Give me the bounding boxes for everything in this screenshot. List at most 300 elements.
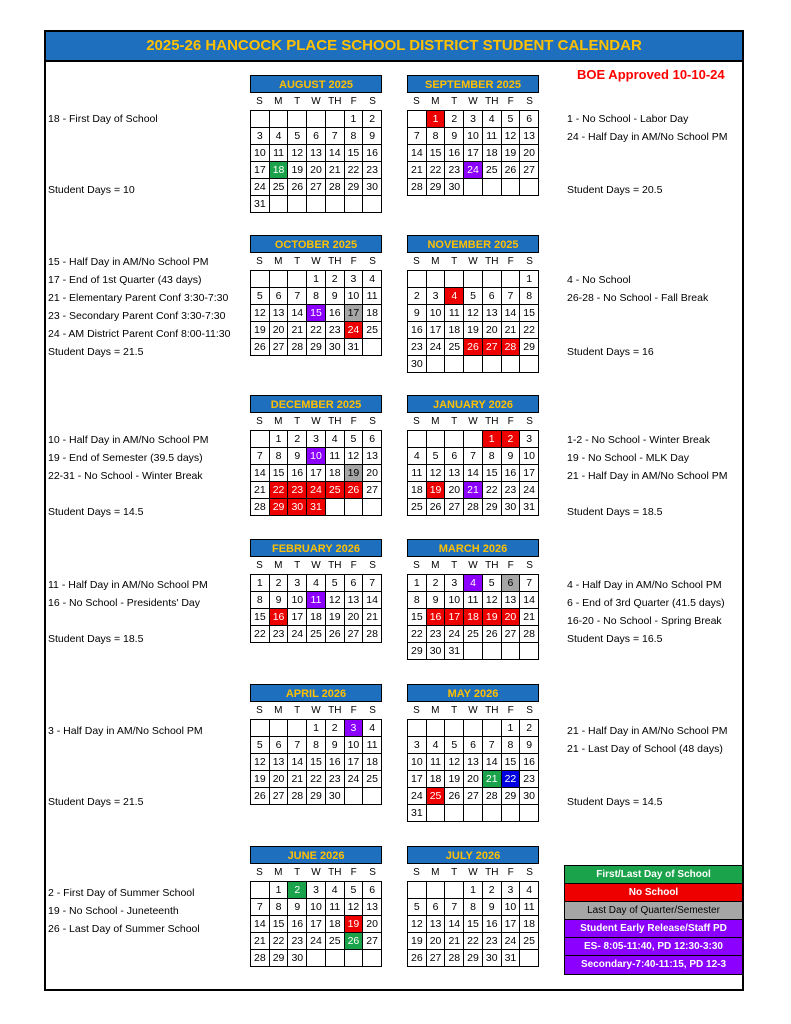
day-cell: 27 — [270, 788, 289, 805]
weekday-label: W — [468, 705, 478, 716]
day-cell: 24 — [345, 322, 364, 339]
day-cell: 13 — [363, 448, 382, 465]
month-title: JUNE 2026 — [250, 846, 382, 864]
day-grid — [407, 574, 539, 660]
day-cell: 3 — [464, 111, 483, 128]
weekday-label: W — [468, 256, 478, 267]
day-cell: 22 — [307, 322, 326, 339]
day-cell: 28 — [288, 788, 307, 805]
day-cell: 31 — [307, 499, 326, 516]
day-cell: 26 — [345, 482, 364, 499]
note-jun: 19 - No School - Juneteenth — [48, 905, 179, 917]
empty-cell — [288, 196, 307, 213]
day-cell: 31 — [502, 950, 521, 967]
weekday-header — [250, 864, 382, 881]
day-cell: 11 — [483, 128, 502, 145]
day-cell: 5 — [345, 431, 364, 448]
day-cell: 19 — [427, 482, 446, 499]
empty-cell — [445, 431, 464, 448]
day-cell: 16 — [288, 465, 307, 482]
day-cell: 25 — [270, 179, 289, 196]
day-cell: 13 — [464, 754, 483, 771]
day-cell: 9 — [408, 305, 427, 322]
day-cell: 18 — [408, 482, 427, 499]
note-feb: 16 - No School - Presidents' Day — [48, 597, 200, 609]
note-oct: 24 - AM District Parent Conf 8:00-11:30 — [48, 328, 231, 340]
weekday-header — [407, 864, 539, 881]
student-days-dec: Student Days = 14.5 — [48, 506, 144, 518]
empty-cell — [345, 499, 364, 516]
day-cell: 8 — [464, 899, 483, 916]
empty-cell — [345, 196, 364, 213]
day-cell: 19 — [345, 465, 364, 482]
weekday-label: F — [350, 256, 357, 267]
day-cell: 29 — [464, 950, 483, 967]
day-cell: 30 — [483, 950, 502, 967]
month-calendar — [407, 235, 539, 373]
day-cell: 31 — [445, 643, 464, 660]
day-cell: 27 — [345, 626, 364, 643]
empty-cell — [307, 950, 326, 967]
empty-cell — [326, 950, 345, 967]
weekday-label: F — [350, 416, 357, 427]
day-cell: 27 — [427, 950, 446, 967]
weekday-label: M — [274, 256, 283, 267]
weekday-label: S — [526, 96, 533, 107]
note-sep: 24 - Half Day in AM/No School PM — [567, 131, 728, 143]
day-cell: 7 — [326, 128, 345, 145]
day-cell: 7 — [288, 288, 307, 305]
note-jan: 21 - Half Day in AM/No School PM — [567, 470, 728, 482]
weekday-label: M — [274, 867, 283, 878]
empty-cell — [408, 882, 427, 899]
day-cell: 22 — [345, 162, 364, 179]
day-cell: 28 — [464, 499, 483, 516]
weekday-header — [407, 413, 539, 430]
empty-cell — [483, 271, 502, 288]
day-cell: 13 — [520, 128, 539, 145]
day-cell: 5 — [251, 737, 270, 754]
weekday-label: M — [274, 96, 283, 107]
day-cell: 14 — [483, 754, 502, 771]
page-title: 2025-26 HANCOCK PLACE SCHOOL DISTRICT STUDENT CALENDAR — [46, 32, 742, 62]
day-cell: 28 — [288, 339, 307, 356]
day-cell: 18 — [270, 162, 289, 179]
day-cell: 20 — [464, 771, 483, 788]
day-cell: 12 — [251, 305, 270, 322]
empty-cell — [464, 356, 483, 373]
weekday-label: F — [507, 705, 514, 716]
weekday-label: W — [468, 96, 478, 107]
day-cell: 23 — [520, 771, 539, 788]
day-cell: 1 — [483, 431, 502, 448]
weekday-label: S — [413, 867, 420, 878]
weekday-label: S — [369, 256, 376, 267]
weekday-label: S — [526, 867, 533, 878]
empty-cell — [483, 720, 502, 737]
day-cell: 4 — [326, 882, 345, 899]
empty-cell — [427, 805, 446, 822]
day-grid — [407, 430, 539, 516]
day-cell: 2 — [326, 720, 345, 737]
day-cell: 24 — [502, 933, 521, 950]
day-cell: 6 — [427, 899, 446, 916]
day-cell: 5 — [288, 128, 307, 145]
day-cell: 9 — [288, 448, 307, 465]
day-cell: 14 — [363, 592, 382, 609]
weekday-label: M — [431, 256, 440, 267]
day-cell: 18 — [326, 465, 345, 482]
weekday-label: S — [413, 96, 420, 107]
day-cell: 17 — [445, 609, 464, 626]
day-cell: 29 — [270, 950, 289, 967]
day-grid — [250, 719, 382, 805]
legend-first-last: First/Last Day of School — [565, 866, 742, 884]
approval-note: BOE Approved 10-10-24 — [577, 67, 725, 82]
weekday-label: T — [294, 96, 301, 107]
day-cell: 2 — [363, 111, 382, 128]
day-cell: 22 — [408, 626, 427, 643]
day-cell: 4 — [445, 288, 464, 305]
day-cell: 23 — [288, 933, 307, 950]
legend-es-times: ES- 8:05-11:40, PD 12:30-3:30 — [565, 938, 742, 956]
day-cell: 29 — [408, 643, 427, 660]
day-cell: 5 — [345, 882, 364, 899]
day-cell: 14 — [288, 754, 307, 771]
weekday-label: S — [369, 96, 376, 107]
day-cell: 5 — [251, 288, 270, 305]
weekday-label: W — [468, 416, 478, 427]
note-may: 21 - Last Day of School (48 days) — [567, 743, 723, 755]
empty-cell — [464, 179, 483, 196]
day-cell: 20 — [445, 482, 464, 499]
day-cell: 10 — [345, 737, 364, 754]
weekday-label: M — [431, 96, 440, 107]
weekday-label: T — [451, 416, 458, 427]
empty-cell — [251, 431, 270, 448]
empty-cell — [502, 643, 521, 660]
day-cell: 30 — [363, 179, 382, 196]
day-cell: 18 — [445, 322, 464, 339]
empty-cell — [326, 111, 345, 128]
weekday-label: TH — [485, 867, 499, 878]
empty-cell — [502, 356, 521, 373]
day-cell: 29 — [307, 339, 326, 356]
day-cell: 1 — [408, 575, 427, 592]
day-cell: 25 — [363, 771, 382, 788]
weekday-label: S — [526, 256, 533, 267]
day-cell: 19 — [251, 322, 270, 339]
day-cell: 1 — [307, 271, 326, 288]
note-feb: 11 - Half Day in AM/No School PM — [48, 579, 208, 591]
empty-cell — [307, 111, 326, 128]
day-cell: 14 — [288, 305, 307, 322]
student-days-jan: Student Days = 18.5 — [567, 506, 663, 518]
weekday-header — [250, 702, 382, 719]
empty-cell — [345, 950, 364, 967]
day-cell: 4 — [326, 431, 345, 448]
day-cell: 16 — [483, 916, 502, 933]
day-cell: 28 — [445, 950, 464, 967]
day-cell: 4 — [483, 111, 502, 128]
day-cell: 1 — [307, 720, 326, 737]
day-cell: 2 — [427, 575, 446, 592]
day-cell: 12 — [326, 592, 345, 609]
day-cell: 13 — [483, 305, 502, 322]
day-cell: 25 — [445, 339, 464, 356]
weekday-label: S — [369, 560, 376, 571]
day-cell: 4 — [307, 575, 326, 592]
month-title: JANUARY 2026 — [407, 395, 539, 413]
day-cell: 3 — [307, 431, 326, 448]
day-cell: 7 — [502, 288, 521, 305]
day-cell: 8 — [270, 899, 289, 916]
day-cell: 7 — [464, 448, 483, 465]
day-cell: 6 — [270, 288, 289, 305]
day-cell: 15 — [251, 609, 270, 626]
weekday-label: S — [256, 705, 263, 716]
day-cell: 4 — [270, 128, 289, 145]
day-cell: 5 — [445, 737, 464, 754]
day-cell: 24 — [288, 626, 307, 643]
empty-cell — [408, 431, 427, 448]
month-title: NOVEMBER 2025 — [407, 235, 539, 253]
empty-cell — [363, 788, 382, 805]
empty-cell — [502, 805, 521, 822]
weekday-label: S — [369, 867, 376, 878]
day-cell: 13 — [270, 305, 289, 322]
day-cell: 13 — [445, 465, 464, 482]
day-cell: 6 — [270, 737, 289, 754]
day-cell: 28 — [251, 499, 270, 516]
day-cell: 17 — [288, 609, 307, 626]
empty-cell — [363, 339, 382, 356]
day-cell: 21 — [251, 933, 270, 950]
day-cell: 5 — [502, 111, 521, 128]
day-cell: 6 — [520, 111, 539, 128]
day-cell: 7 — [363, 575, 382, 592]
day-grid — [250, 430, 382, 516]
day-cell: 17 — [464, 145, 483, 162]
empty-cell — [326, 499, 345, 516]
day-cell: 11 — [363, 288, 382, 305]
day-cell: 16 — [408, 322, 427, 339]
day-cell: 3 — [251, 128, 270, 145]
empty-cell — [288, 111, 307, 128]
day-cell: 20 — [502, 609, 521, 626]
day-cell: 4 — [363, 271, 382, 288]
legend-last-quarter: Last Day of Quarter/Semester — [565, 902, 742, 920]
day-cell: 10 — [502, 899, 521, 916]
day-cell: 2 — [502, 431, 521, 448]
month-title: SEPTEMBER 2025 — [407, 75, 539, 93]
day-cell: 27 — [307, 179, 326, 196]
empty-cell — [251, 271, 270, 288]
day-cell: 17 — [251, 162, 270, 179]
weekday-label: F — [507, 560, 514, 571]
weekday-label: TH — [328, 96, 342, 107]
day-cell: 25 — [363, 322, 382, 339]
weekday-header — [407, 253, 539, 270]
weekday-label: TH — [485, 256, 499, 267]
day-cell: 14 — [520, 592, 539, 609]
day-cell: 22 — [270, 482, 289, 499]
day-cell: 15 — [427, 145, 446, 162]
day-cell: 10 — [345, 288, 364, 305]
empty-cell — [408, 271, 427, 288]
day-cell: 12 — [251, 754, 270, 771]
day-cell: 18 — [363, 754, 382, 771]
day-cell: 7 — [483, 737, 502, 754]
day-cell: 1 — [427, 111, 446, 128]
empty-cell — [270, 720, 289, 737]
month-calendar — [250, 539, 382, 643]
day-cell: 11 — [326, 448, 345, 465]
day-cell: 9 — [288, 899, 307, 916]
day-cell: 10 — [408, 754, 427, 771]
day-cell: 26 — [345, 933, 364, 950]
day-cell: 18 — [483, 145, 502, 162]
weekday-label: T — [294, 416, 301, 427]
day-cell: 16 — [520, 754, 539, 771]
day-cell: 22 — [520, 322, 539, 339]
day-cell: 22 — [307, 771, 326, 788]
day-cell: 10 — [251, 145, 270, 162]
student-days-apr: Student Days = 21.5 — [48, 796, 144, 808]
weekday-label: F — [507, 867, 514, 878]
day-cell: 20 — [307, 162, 326, 179]
weekday-label: W — [311, 416, 321, 427]
day-cell: 5 — [427, 448, 446, 465]
day-cell: 27 — [445, 499, 464, 516]
day-cell: 12 — [502, 128, 521, 145]
empty-cell — [464, 805, 483, 822]
day-grid — [407, 110, 539, 196]
day-cell: 10 — [464, 128, 483, 145]
empty-cell — [520, 805, 539, 822]
day-cell: 15 — [464, 916, 483, 933]
day-cell: 6 — [307, 128, 326, 145]
month-calendar — [407, 684, 539, 822]
day-cell: 16 — [445, 145, 464, 162]
day-cell: 16 — [502, 465, 521, 482]
weekday-label: S — [413, 705, 420, 716]
day-cell: 20 — [270, 771, 289, 788]
day-cell: 3 — [502, 882, 521, 899]
month-calendar — [250, 75, 382, 213]
weekday-label: F — [350, 560, 357, 571]
empty-cell — [427, 720, 446, 737]
day-cell: 15 — [270, 465, 289, 482]
day-cell: 15 — [520, 305, 539, 322]
day-cell: 28 — [251, 950, 270, 967]
weekday-label: M — [274, 705, 283, 716]
day-cell: 18 — [326, 916, 345, 933]
day-cell: 24 — [408, 788, 427, 805]
day-cell: 30 — [445, 179, 464, 196]
day-cell: 19 — [251, 771, 270, 788]
weekday-label: M — [274, 560, 283, 571]
day-cell: 21 — [288, 322, 307, 339]
day-cell: 24 — [307, 482, 326, 499]
note-nov: 4 - No School — [567, 274, 631, 286]
day-cell: 20 — [363, 465, 382, 482]
day-cell: 26 — [502, 162, 521, 179]
day-grid — [250, 110, 382, 213]
weekday-label: W — [311, 96, 321, 107]
empty-cell — [483, 179, 502, 196]
day-cell: 21 — [251, 482, 270, 499]
empty-cell — [483, 805, 502, 822]
day-cell: 25 — [427, 788, 446, 805]
day-cell: 20 — [427, 933, 446, 950]
empty-cell — [502, 179, 521, 196]
day-cell: 6 — [363, 882, 382, 899]
day-cell: 8 — [307, 737, 326, 754]
weekday-label: TH — [485, 705, 499, 716]
day-cell: 18 — [464, 609, 483, 626]
day-cell: 21 — [483, 771, 502, 788]
month-calendar — [407, 395, 539, 516]
day-cell: 19 — [502, 145, 521, 162]
empty-cell — [445, 720, 464, 737]
day-cell: 1 — [502, 720, 521, 737]
day-cell: 7 — [251, 448, 270, 465]
day-cell: 27 — [520, 162, 539, 179]
day-cell: 10 — [288, 592, 307, 609]
day-cell: 13 — [345, 592, 364, 609]
weekday-label: S — [256, 560, 263, 571]
month-title: MAY 2026 — [407, 684, 539, 702]
day-cell: 18 — [363, 305, 382, 322]
day-cell: 26 — [408, 950, 427, 967]
day-cell: 2 — [288, 882, 307, 899]
weekday-header — [250, 557, 382, 574]
day-cell: 25 — [326, 933, 345, 950]
empty-cell — [307, 196, 326, 213]
day-cell: 5 — [408, 899, 427, 916]
day-cell: 11 — [326, 899, 345, 916]
month-calendar — [250, 846, 382, 967]
weekday-label: TH — [328, 867, 342, 878]
day-cell: 21 — [502, 322, 521, 339]
month-calendar — [407, 539, 539, 660]
weekday-label: F — [507, 256, 514, 267]
day-cell: 11 — [427, 754, 446, 771]
empty-cell — [520, 179, 539, 196]
day-cell: 12 — [427, 465, 446, 482]
day-cell: 17 — [307, 465, 326, 482]
weekday-label: M — [431, 867, 440, 878]
weekday-label: W — [311, 867, 321, 878]
weekday-header — [407, 702, 539, 719]
day-cell: 30 — [520, 788, 539, 805]
day-cell: 30 — [288, 499, 307, 516]
weekday-label: F — [350, 705, 357, 716]
day-cell: 28 — [502, 339, 521, 356]
empty-cell — [502, 271, 521, 288]
day-cell: 29 — [307, 788, 326, 805]
empty-cell — [270, 271, 289, 288]
day-cell: 3 — [520, 431, 539, 448]
note-oct: 17 - End of 1st Quarter (43 days) — [48, 274, 202, 286]
month-calendar — [407, 846, 539, 967]
day-cell: 6 — [363, 431, 382, 448]
day-cell: 2 — [408, 288, 427, 305]
day-cell: 22 — [502, 771, 521, 788]
weekday-label: M — [431, 416, 440, 427]
day-cell: 23 — [326, 771, 345, 788]
